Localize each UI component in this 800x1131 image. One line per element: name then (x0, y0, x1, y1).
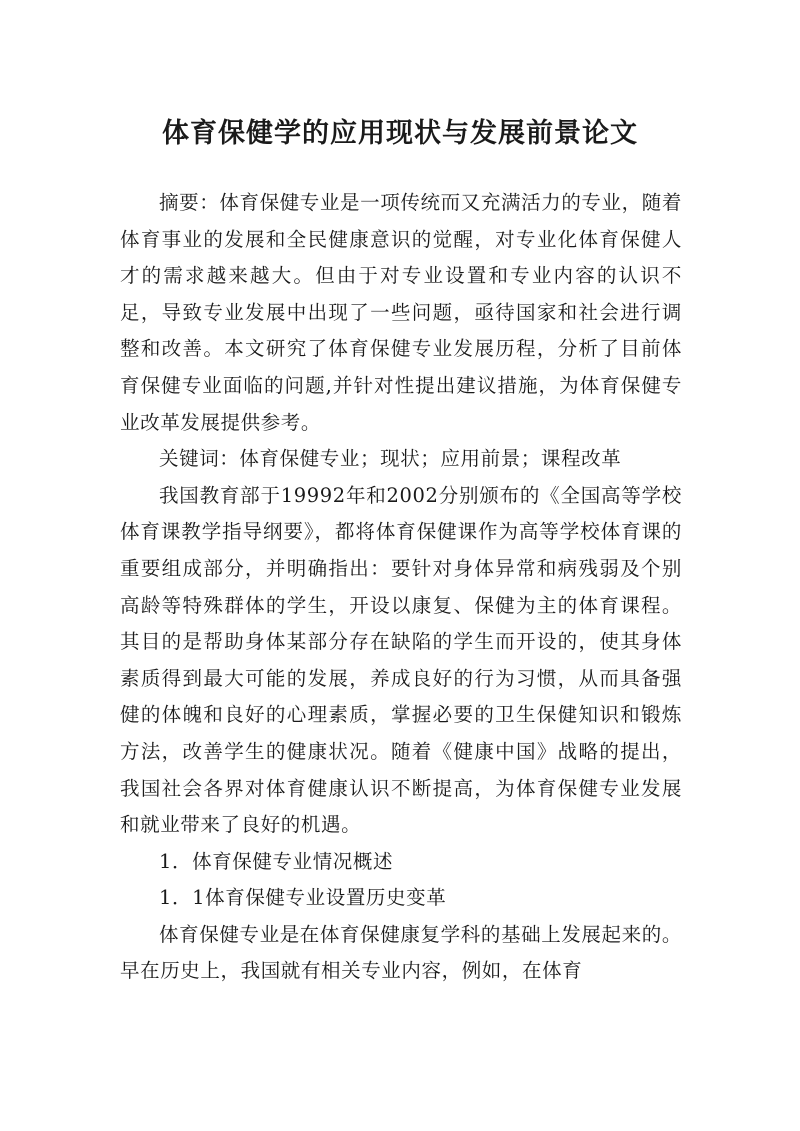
document-title: 体育保健学的应用现状与发展前景论文 (162, 118, 638, 150)
document-body (120, 185, 682, 990)
section-1-heading: 1．体育保健专业情况概述 (159, 849, 394, 873)
abstract-paragraph: 摘要：体育保健专业是一项传统而又充满活力的专业，随着体育事业的发展和全民健康意识的觉醒，对专业化体育保健人才的需求越来越大。但由于对专业设置和专业内容的认识不足，导致专业发展中出现了一些问题，亟待国家和社会进行调整和改善。本文研究了体育保健专业发展历程，分析了目前体育保健专业面临的问题,并针对性提出建议措施，为体育保健专业改革发展提供参考。 (120, 191, 682, 434)
keywords-paragraph: 关键词：体育保健专业；现状；应用前景；课程改革 (159, 447, 622, 471)
section-1-1-heading: 1．1体育保健专业设置历史变革 (159, 886, 447, 910)
intro-paragraph: 我国教育部于19992年和2002分别颁布的《全国高等学校体育课教学指导纲要》，都将体育保健课作为高等学校体育课的重要组成部分，并明确指出：要针对身体异常和病残弱及个别高龄等特殊群体的学生，开设以康复、保健为主的体育课程。其目的是帮助身体某部分存在缺陷的学生而开设的，使其身体素质得到最大可能的发展，养成良好的行为习惯，从而具备强健的体魄和良好的心理素质，掌握必要的卫生保健知识和锻炼方法，改善学生的健康状况。随着《健康中国》战略的提出，我国社会各界对体育健康认识不断提高，为体育保健专业发展和就业带来了良好的机遇。 (120, 483, 682, 837)
section-1-1-paragraph: 体育保健专业是在体育保健康复学科的基础上发展起来的。早在历史上，我国就有相关专业内容，例如，在体育 (120, 922, 682, 983)
